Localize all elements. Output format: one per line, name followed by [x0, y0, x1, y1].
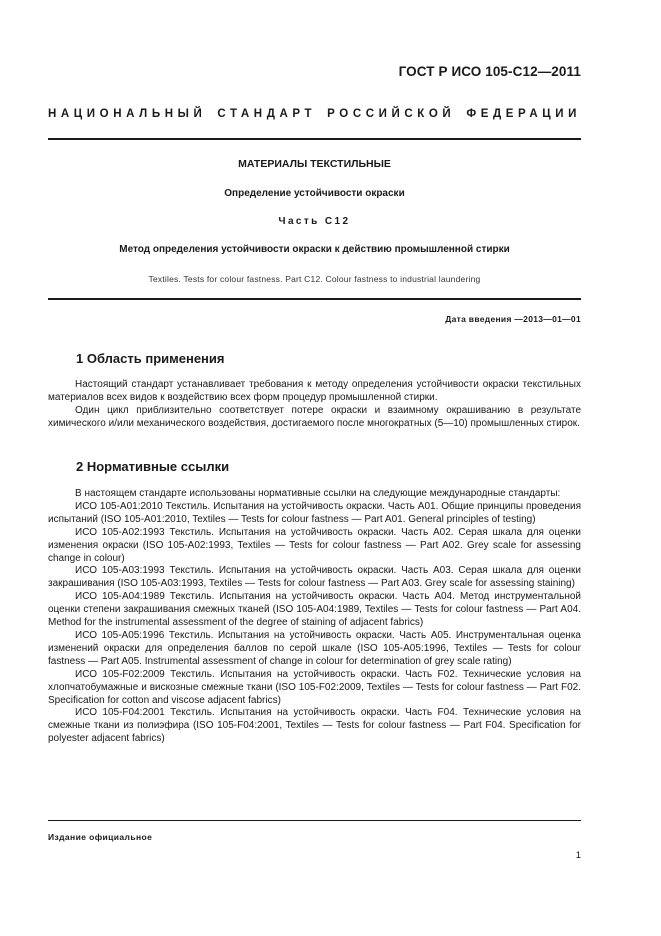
- title-part: Часть С12: [278, 216, 351, 227]
- reference-item: ИСО 105-А02:1993 Текстиль. Испытания на устойчивость окраски. Часть А02. Серая шкала для оценки изменения окраски (ISO 105-A02:1993, Textiles — Tests for colour fastness — Part A02. Grey scale for assessing change in colour): [48, 526, 581, 564]
- introduction-date: Дата введения —2013—01—01: [445, 314, 581, 324]
- banner-word: НАЦИОНАЛЬНЫЙ: [48, 108, 207, 120]
- banner-word: РОССИЙСКОЙ: [327, 108, 456, 120]
- standard-banner: [48, 108, 581, 120]
- banner-word: ФЕДЕРАЦИИ: [466, 108, 581, 120]
- title-line-2: Определение устойчивости окраски: [224, 188, 405, 199]
- reference-item: ИСО 105-А03:1993 Текстиль. Испытания на устойчивость окраски. Часть А03. Серая шкала для оценки закрашивания (ISO 105-A03:1993, Textiles — Tests for colour fastness — Part A03. Grey scale for assessing staining): [48, 565, 581, 590]
- footer-rule: [48, 820, 581, 821]
- section-title-references: 2 Нормативные ссылки: [76, 459, 230, 474]
- banner-word: СТАНДАРТ: [217, 108, 317, 120]
- page-number: 1: [575, 850, 581, 861]
- section-body-references: [48, 488, 581, 746]
- paragraph: Настоящий стандарт устанавливает требования к методу определения устойчивости окраски текстильных материалов всех видов к воздействию всех форм процедур промышленной стирки.: [48, 379, 581, 403]
- top-rule: [48, 138, 581, 140]
- reference-item: ИСО 105-А04:1989 Текстиль. Испытания на устойчивость окраски. Часть А04. Метод инструментальной оценки степени закрашивания смежных тканей (ISO 105-A04:1989, Textiles — Tests for colour fastness — Part A04. Method for the instrumental assessment of the degree of staining of adjacent fabrics): [48, 591, 581, 629]
- reference-item: ИСО 105-F04:2001 Текстиль. Испытания на устойчивость окраски. Часть F04. Технические условия на смежные ткани из полиэфира (ISO 105-F04:2001, Textiles — Tests for colour fastness — Part F04. Specification for polyester adjacent fabrics): [48, 707, 581, 745]
- section-title-scope: 1 Область применения: [76, 351, 225, 366]
- title-line-4: Метод определения устойчивости окраски к действию промышленной стирки: [119, 244, 510, 255]
- reference-item: ИСО 105-F02:2009 Текстиль. Испытания на устойчивость окраски. Часть F02. Технические условия на хлопчатобумажные и вискозные смежные ткани (ISO 105-F02:2009, Textiles — Tests for colour fastness — Part F02. Specification for cotton and viscose adjacent fabrics): [48, 668, 581, 706]
- title-line-1: МАТЕРИАЛЫ ТЕКСТИЛЬНЫЕ: [238, 158, 391, 170]
- reference-item: ИСО 105-А01:2010 Текстиль. Испытания на устойчивость окраски. Часть А01. Общие принципы проведения испытаний (ISO 105-A01:2010, Textiles — Tests for colour fastness — Part A01. General principles of testing): [48, 500, 581, 525]
- paragraph: Один цикл приблизительно соответствует потере окраски и взаимному окрашиванию в результате химического и/или механического воздействия, достигаемого после многократных (5—10) промышленных стирок.: [48, 404, 581, 429]
- document-code: ГОСТ Р ИСО 105-С12—2011: [398, 64, 581, 79]
- section-body-scope: [48, 379, 581, 431]
- edition-note: Издание официальное: [48, 832, 153, 842]
- paragraph: В настоящем стандарте использованы нормативные ссылки на следующие международные стандарты:: [75, 488, 561, 499]
- title-english: Textiles. Tests for colour fastness. Part C12. Colour fastness to industrial laundering: [148, 274, 481, 284]
- reference-item: ИСО 105-А05:1996 Текстиль. Испытания на устойчивость окраски. Часть А05. Инструментальная оценка изменений окраски для определения баллов по серой шкале (ISO 105-A05:1996, Textiles — Tests for colour fastness — Part A05. Instrumental assessment of change in colour for determination of grey scale rating): [48, 629, 581, 667]
- title-rule: [48, 298, 581, 300]
